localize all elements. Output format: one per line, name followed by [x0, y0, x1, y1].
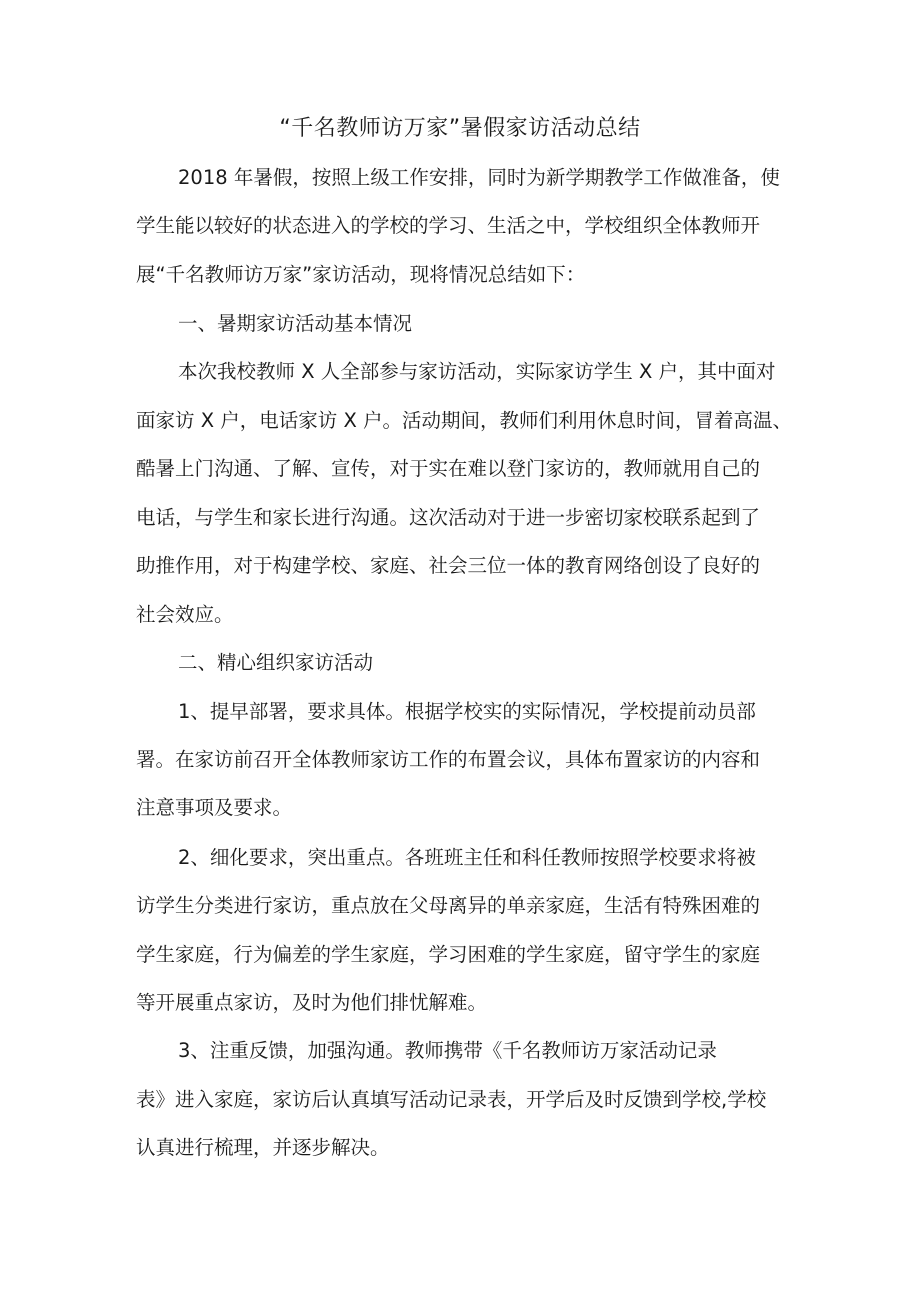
section-1-heading: 一、暑期家访活动基本情况 — [178, 312, 413, 335]
section-1-line-3: 酷暑上门沟通、了解、宣传，对于实在难以登门家访的，教师就用自己的 — [136, 457, 761, 480]
item-3-line-3: 认真进行梳理，并逐步解决。 — [136, 1136, 390, 1159]
item-3-line-1: 3、注重反馈，加强沟通。教师携带《千名教师访万家活动记录 — [178, 1039, 717, 1062]
item-1-line-2: 署。在家访前召开全体教师家访工作的布置会议，具体布置家访的内容和 — [136, 748, 761, 771]
intro-line-1: 2018 年暑假，按照上级工作安排，同时为新学期教学工作做准备，使 — [178, 166, 780, 189]
section-2-heading: 二、精心组织家访活动 — [178, 651, 374, 674]
page-title: “千名教师访万家”暑假家访活动总结 — [279, 116, 641, 141]
section-1-line-2: 面家访 X 户，电话家访 X 户。活动期间，教师们利用休息时间，冒着高温、 — [136, 409, 793, 432]
section-1-line-5: 助推作用，对于构建学校、家庭、社会三位一体的教育网络创设了良好的 — [136, 554, 761, 577]
item-1-line-3: 注意事项及要求。 — [136, 796, 293, 819]
item-2-line-3: 学生家庭，行为偏差的学生家庭，学习困难的学生家庭，留守学生的家庭 — [136, 943, 761, 966]
item-2-line-4: 等开展重点家访，及时为他们排忧解难。 — [136, 991, 488, 1014]
item-1-line-1: 1、提早部署，要求具体。根据学校实的实际情况，学校提前动员部 — [178, 700, 756, 723]
item-2-line-2: 访学生分类进行家访，重点放在父母离异的单亲家庭，生活有特殊困难的 — [136, 894, 761, 917]
item-2-line-1: 2、细化要求，突出重点。各班班主任和科任教师按照学校要求将被 — [178, 846, 756, 869]
intro-line-3: 展“千名教师访万家”家访活动，现将情况总结如下： — [136, 263, 586, 286]
section-1-line-4: 电话，与学生和家长进行沟通。这次活动对于进一步密切家校联系起到了 — [136, 506, 761, 529]
section-1-line-6: 社会效应。 — [136, 603, 234, 626]
item-3-line-2: 表》进入家庭，家访后认真填写活动记录表，开学后及时反馈到学校,学校 — [136, 1088, 767, 1111]
intro-line-2: 学生能以较好的状态进入的学校的学习、生活之中，学校组织全体教师开 — [136, 214, 761, 237]
section-1-line-1: 本次我校教师 X 人全部参与家访活动，实际家访学生 X 户，其中面对 — [178, 360, 776, 383]
